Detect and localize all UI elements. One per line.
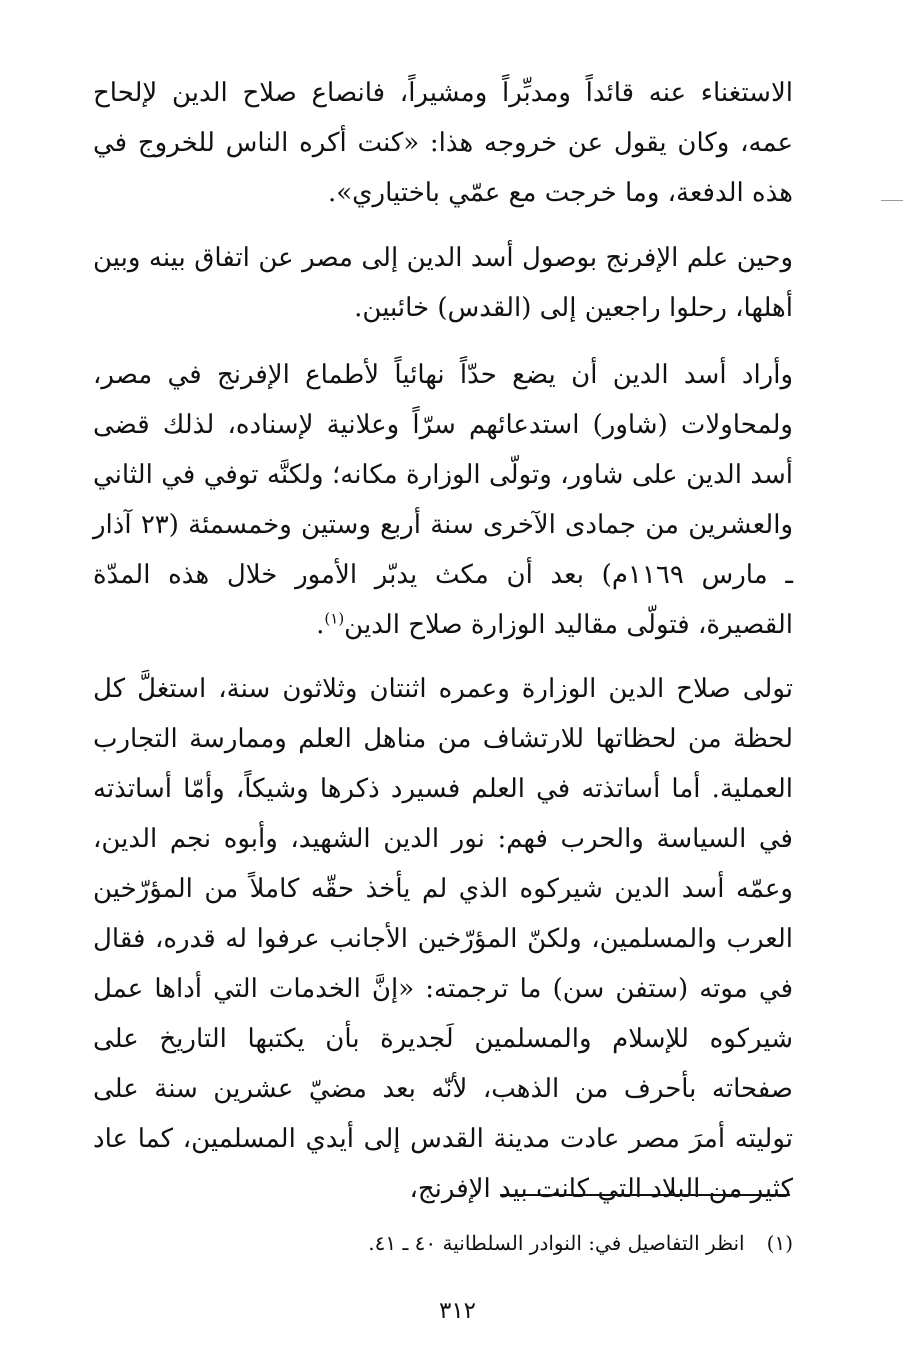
paragraph-2 bbox=[93, 233, 793, 333]
footnote-text: انظر التفاصيل في: النوادر السلطانية ٤٠ ـ ٤١. bbox=[368, 1231, 745, 1255]
scan-mark bbox=[881, 200, 903, 201]
paragraph-3 bbox=[93, 350, 793, 650]
paragraph-3-text: وأراد أسد الدين أن يضع حدّاً نهائياً لأطماع الإفرنج في مصر، ولمحاولات (شاور) استدعائهم سرّاً وعلانية لإسناده، لذلك قضى أسد الدين على شاور، وتولّى الوزارة مكانه؛ ولكنَّه توفي في الثاني والعشرين من جمادى الآخرى سنة أربع وستين وخمسمئة (٢٣ آذار ـ مارس ١١٦٩م) بعد أن مكث يدبّر الأمور خلال هذه المدّة القصيرة، فتولّى مقاليد الوزارة صلاح الدين bbox=[93, 360, 793, 640]
paragraph-1-text: الاستغناء عنه قائداً ومدبِّراً ومشيراً، فانصاع صلاح الدين لإلحاح عمه، وكان يقول عن خروجه هذا: «كنت أكره الناس للخروج في هذه الدفعة، وما خرجت مع عمّي باختياري». bbox=[93, 78, 793, 208]
paragraph-3-end: . bbox=[316, 610, 325, 640]
footnote-marker: (١) bbox=[766, 1231, 793, 1255]
footnote-reference[interactable]: (١) bbox=[324, 609, 345, 628]
footnote-divider bbox=[500, 1194, 790, 1196]
paragraph-3-body bbox=[93, 350, 793, 650]
paragraph-4-text: تولى صلاح الدين الوزارة وعمره اثنتان وثلاثون سنة، استغلَّ كل لحظة من لحظاتها للارتشاف من مناهل العلم وممارسة التجارب العملية. أما أساتذته في العلم فسيرد ذكرها وشيكاً، وأمّا أساتذته في السياسة والحرب فهم: نور الدين الشهيد، وأبوه نجم الدين، وعمّه أسد الدين شيركوه الذي لم يأخذ حقّه كاملاً من المؤرّخين العرب والمسلمين، ولكنّ المؤرّخين الأجانب عرفوا له قدره، فقال في موته (ستفن سن) ما ترجمته: «إنَّ الخدمات التي أداها عمل شيركوه للإسلام والمسلمين لَجديرة بأن يكتبها التاريخ على صفحاته بأحرف من الذهب، لأنّه بعد مضيّ عشرين سنة على توليته أمرَ مصر عادت مدينة القدس إلى أيدي المسلمين، كما عاد كثير من البلاد التي كانت بيد الإفرنج، bbox=[93, 674, 793, 1204]
paragraph-1 bbox=[93, 68, 793, 218]
paragraph-2-text: وحين علم الإفرنج بوصول أسد الدين إلى مصر عن اتفاق بينه وبين أهلها، رحلوا راجعين إلى (القدس) خائبين. bbox=[93, 243, 793, 323]
footnote bbox=[93, 1228, 793, 1258]
page-number: ٣١٢ bbox=[438, 1298, 477, 1324]
paragraph-4 bbox=[93, 664, 793, 1214]
